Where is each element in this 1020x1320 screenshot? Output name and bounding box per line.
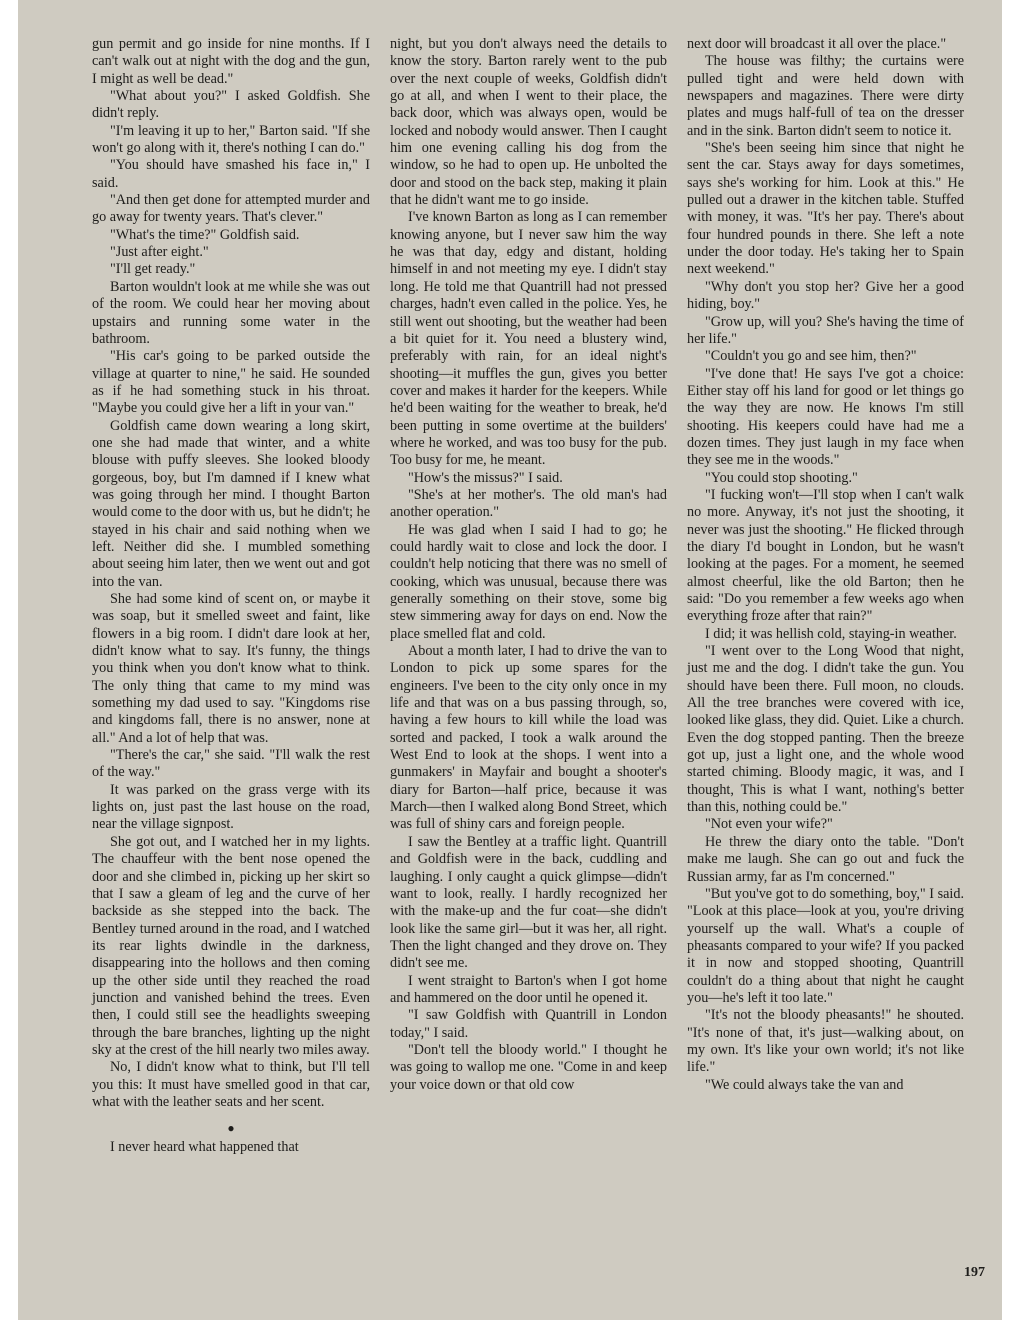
page-number: 197 bbox=[964, 1265, 985, 1280]
paragraph: I never heard what happened that bbox=[110, 1138, 299, 1155]
paragraph: "Just after eight." bbox=[110, 244, 209, 261]
paragraph: "Don't tell the bloody world." I thought he was going to wallop me one. "Come in and keep your voice down or that old cow bbox=[390, 1041, 667, 1093]
paragraph: "Not even your wife?" bbox=[705, 816, 833, 833]
paragraph: "What's the time?" Goldfish said. bbox=[110, 226, 300, 243]
paragraph: "You should have smashed his face in," I said. bbox=[92, 157, 370, 191]
paragraph: The house was filthy; the curtains were pulled tight and were held down with newspapers and magazines. There were dirty plates and mugs half-full of tea on the dresser and in the sink. Barton didn't seem to notice it. bbox=[687, 53, 964, 139]
paragraph: "I saw Goldfish with Quantrill in London today," I said. bbox=[390, 1007, 667, 1041]
paragraph: "There's the car," she said. "I'll walk the rest of the way." bbox=[92, 747, 370, 781]
paragraph: "His car's going to be parked outside the village at quarter to nine," he said. He sounded as if he had something stuck in his throat. "Maybe you could give her a lift in your van." bbox=[92, 348, 370, 417]
paragraph: I went straight to Barton's when I got home and hammered on the door until he opened it. bbox=[390, 972, 667, 1006]
paragraph: "And then get done for attempted murder and go away for twenty years. That's clever." bbox=[92, 192, 370, 226]
paragraph: I've known Barton as long as I can remember knowing anyone, but I never saw him the way he was that day, edgy and distant, holding himself in and not meeting my eye. I didn't stay long. He told me that Quantrill had not pressed charges, hadn't even called in the police. Yes, he still went out shooting, but the weather had been a bit quiet for it. You need a blustery wind, preferably with rain, for an ideal night's shooting—it muffles the gun, gives you better cover and makes it harder for the keepers. While he'd been waiting for the weather to break, he'd been putting in some overtime at the builders' where he worked, and was too busy for the pub. Too busy for me, he meant. bbox=[390, 209, 667, 469]
paragraph: ● bbox=[227, 1121, 235, 1136]
paragraph: "I'm leaving it up to her," Barton said. "If she won't go along with it, there's nothing I can do." bbox=[92, 122, 370, 157]
paragraph: gun permit and go inside for nine months. If I can't walk out at night with the dog and the gun, I might as well be dead." bbox=[92, 36, 370, 87]
paragraph: "What about you?" I asked Goldfish. She didn't reply. bbox=[92, 88, 370, 122]
paragraph: She had some kind of scent on, or maybe it was soap, but it smelled sweet and faint, like flowers in a big room. I didn't dare look at her, didn't know what to say. It's funny, the things you think when you don't know what to think. The only thing that came to my mind was something my dad used to say. "Kingdoms rise and kingdoms fall, there is no answer, none at all." And a lot of help that was. bbox=[92, 591, 370, 746]
paragraph: No, I didn't know what to think, but I'll tell you this: It must have smelled good in that car, what with the leather seats and her scent. bbox=[92, 1059, 370, 1110]
paragraph: "I've done that! He says I've got a choice: Either stay off his land for good or let things go the way they are now. He knows I'm still shooting. His keepers could have had me a dozen times. They just laugh in my face when they see me in the woods." bbox=[687, 365, 964, 469]
paragraph: "How's the missus?" I said. bbox=[408, 469, 563, 486]
paragraph: "You could stop shooting." bbox=[705, 469, 858, 486]
paragraph: "I'll get ready." bbox=[110, 261, 196, 278]
magazine-page bbox=[18, 0, 1002, 1320]
paragraph: She got out, and I watched her in my lights. The chauffeur with the bent nose opened the door and she climbed in, picking up her skirt so that I saw a gleam of leg and the curve of her backside as she stepped into the back. The Bentley turned around in the road, and I watched its rear lights dwindle in the darkness, disappearing into the hollows and then coming up the other side until they reached the road junction and vanished behind the trees. Even then, I could still see the headlights sweeping through the bare branches, lighting up the night sky at the crest of the hill nearly two miles away. bbox=[92, 833, 370, 1058]
paragraph: "I fucking won't—I'll stop when I can't walk no more. Anyway, it's not just the shooting, it never was just the shooting." He flicked through the diary I'd bought in London, but he wasn't looking at the pages. For a moment, he seemed almost cheerful, like the old Barton; then he said: "Do you remember a few weeks ago when everything froze after that rain?" bbox=[687, 486, 964, 625]
paragraph: night, but you don't always need the details to know the story. Barton rarely went to the pub over the next couple of weeks, Goldfish didn't go at all, and when I went to their place, the back door, which was always open, would be locked and nobody would answer. Then I caught him one evening calling his dog from the window, so he had to open up. He unbolted the door and stood on the back step, making it plain that he didn't want me to go inside. bbox=[390, 36, 667, 209]
text-column-1 bbox=[92, 36, 370, 1156]
paragraph: next door will broadcast it all over the place." bbox=[687, 36, 947, 52]
paragraph: Barton wouldn't look at me while she was out of the room. We could hear her moving about upstairs and running some water in the bathroom. bbox=[92, 278, 370, 347]
paragraph: "We could always take the van and bbox=[705, 1076, 904, 1093]
paragraph: He was glad when I said I had to go; he could hardly wait to close and lock the door. I couldn't help noticing that there was no smell of cooking, which was unusual, because there was generally something on their stove, some big stew simmering away for days on end. Now the place smelled flat and cold. bbox=[390, 521, 667, 642]
paragraph: I saw the Bentley at a traffic light. Quantrill and Goldfish were in the back, cuddling and laughing. I only caught a quick glimpse—didn't want to look, really. I hardly recognized her with the make-up and the fur coat—she didn't look like the same girl—but it was her, all right. Then the light changed and they drove on. They didn't see me. bbox=[390, 833, 667, 972]
paragraph: Goldfish came down wearing a long skirt, one she had made that winter, and a white blouse with puffy sleeves. She looked bloody gorgeous, boy, but I'm damned if I knew what was going through her mind. I thought Barton would come to the door with us, but he didn't; he stayed in his chair and said nothing when we left. Neither did she. I mumbled something about seeing him later, then we went out and got into the van. bbox=[92, 417, 370, 590]
paragraph: "But you've got to do something, boy," I said. "Look at this place—look at you, you're driving yourself up the wall. What's a couple of pheasants compared to your wife? If you packed it in now and stopped shooting, Quantrill couldn't do a thing about that night he caught you—he's left it too late." bbox=[687, 885, 964, 1006]
paragraph: "It's not the bloody pheasants!" he shouted. "It's none of that, it's just—walking about, on my own. It's like your own world; it's not like life." bbox=[687, 1007, 964, 1076]
text-column-2 bbox=[390, 36, 667, 1094]
paragraph: "Couldn't you go and see him, then?" bbox=[705, 348, 917, 365]
paragraph: It was parked on the grass verge with its lights on, just past the last house on the road, near the village signpost. bbox=[92, 781, 370, 833]
paragraph: I did; it was hellish cold, staying-in weather. bbox=[705, 625, 957, 642]
text-column-3 bbox=[687, 36, 964, 1094]
paragraph: "She's been seeing him since that night he sent the car. Stays away for days sometimes, says she's working for him. Look at this." He pulled out a drawer in the kitchen table. Stuffed with money, it was. "It's her pay. There's about four hundred pounds in there. She left a note under the door today. He's taking her to Spain next weekend." bbox=[687, 140, 964, 278]
paragraph: He threw the diary onto the table. "Don't make me laugh. She can go out and fuck the Russian army, far as I'm concerned." bbox=[687, 833, 964, 885]
paragraph: "Grow up, will you? She's having the time of her life." bbox=[687, 313, 964, 347]
paragraph: "I went over to the Long Wood that night, just me and the dog. I didn't take the gun. You should have been there. Full moon, no clouds. All the tree branches were covered with ice, looked like glass, they did. Quiet. Like a church. Even the dog stopped panting. Then the breeze got up, just a light one, and the whole wood started chiming. Bloody magic, it was, and I thought, This is what I want, nothing's better than this, nothing could be." bbox=[687, 643, 964, 816]
paragraph: "She's at her mother's. The old man's had another operation." bbox=[390, 486, 667, 521]
paragraph: About a month later, I had to drive the van to London to pick up some spares for the engineers. I've been to the city only once in my life and that was on a bus passing through, so, having a few hours to kill while the load was sorted and packed, I took a walk around the West End to look at the shops. I went into a gunmakers' in Mayfair and bought a shooter's diary for Barton—half price, because it was March—then I walked along Bond Street, which was full of shiny cars and foreign people. bbox=[390, 643, 667, 833]
paragraph: "Why don't you stop her? Give her a good hiding, boy." bbox=[687, 278, 964, 313]
